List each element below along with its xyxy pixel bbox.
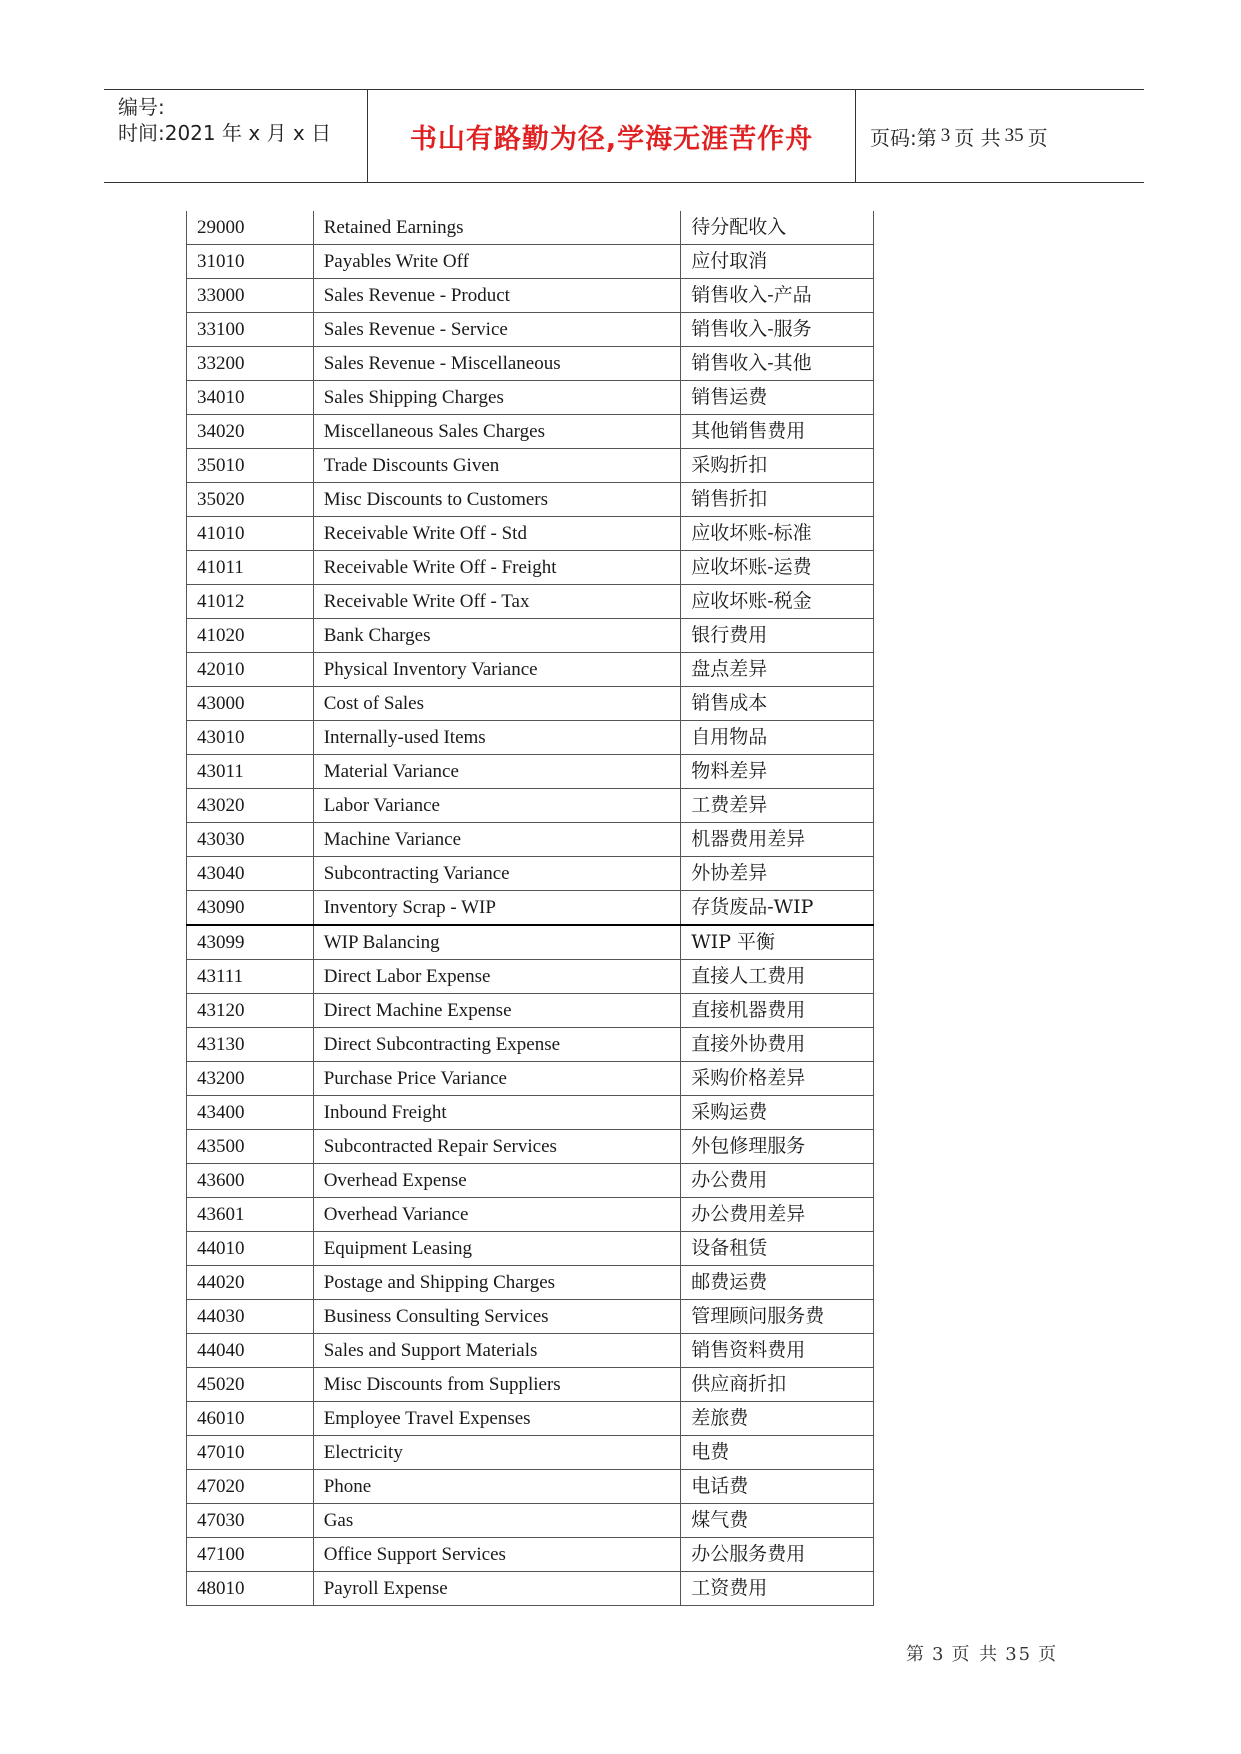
account-chinese-name-cell: 存货废品-WIP: [681, 891, 874, 926]
account-chinese-name-cell: 直接人工费用: [681, 960, 874, 994]
account-chinese-name-cell: 供应商折扣: [681, 1368, 874, 1402]
account-code-cell: 43120: [187, 994, 314, 1028]
account-name-cell: Business Consulting Services: [313, 1300, 680, 1334]
account-code-cell: 41012: [187, 585, 314, 619]
account-chinese-name-cell: 销售收入-其他: [681, 347, 874, 381]
table-row: [187, 789, 874, 823]
account-name-cell: Phone: [313, 1470, 680, 1504]
table-row: [187, 994, 874, 1028]
account-code-cell: 43040: [187, 857, 314, 891]
account-chinese-name-cell: 外协差异: [681, 857, 874, 891]
account-code-cell: 43099: [187, 925, 314, 960]
page-suffix: 页: [1027, 125, 1048, 150]
account-chinese-name-cell: 设备租赁: [681, 1232, 874, 1266]
table-row: [187, 1164, 874, 1198]
account-code-cell: 29000: [187, 211, 314, 245]
document-number-label: 编号:: [118, 95, 165, 119]
account-name-cell: Overhead Variance: [313, 1198, 680, 1232]
account-name-cell: Employee Travel Expenses: [313, 1402, 680, 1436]
account-chinese-name-cell: 采购运费: [681, 1096, 874, 1130]
account-code-cell: 41011: [187, 551, 314, 585]
footer-suffix: 页: [1038, 1644, 1059, 1665]
account-code-cell: 47010: [187, 1436, 314, 1470]
account-name-cell: Sales Shipping Charges: [313, 381, 680, 415]
account-code-cell: 43130: [187, 1028, 314, 1062]
account-name-cell: Cost of Sales: [313, 687, 680, 721]
account-chinese-name-cell: 外包修理服务: [681, 1130, 874, 1164]
account-name-cell: Gas: [313, 1504, 680, 1538]
table-row: [187, 415, 874, 449]
account-code-cell: 33100: [187, 313, 314, 347]
table-row: [187, 925, 874, 960]
account-name-cell: Machine Variance: [313, 823, 680, 857]
account-name-cell: Misc Discounts from Suppliers: [313, 1368, 680, 1402]
account-chinese-name-cell: 销售成本: [681, 687, 874, 721]
page-mid: 页 共: [954, 125, 1001, 150]
table-row: [187, 1470, 874, 1504]
account-chinese-name-cell: 应收坏账-标准: [681, 517, 874, 551]
account-code-cell: 43200: [187, 1062, 314, 1096]
account-chinese-name-cell: 工费差异: [681, 789, 874, 823]
account-name-cell: Internally-used Items: [313, 721, 680, 755]
page-current: 3: [940, 125, 951, 146]
account-code-cell: 43000: [187, 687, 314, 721]
account-chinese-name-cell: 煤气费: [681, 1504, 874, 1538]
accounts-table: [186, 211, 874, 1606]
table-row: [187, 245, 874, 279]
account-name-cell: Inbound Freight: [313, 1096, 680, 1130]
footer-mid: 页 共: [951, 1644, 1000, 1665]
account-chinese-name-cell: 销售收入-产品: [681, 279, 874, 313]
account-chinese-name-cell: 差旅费: [681, 1402, 874, 1436]
account-name-cell: Receivable Write Off - Tax: [313, 585, 680, 619]
account-name-cell: WIP Balancing: [313, 925, 680, 960]
account-chinese-name-cell: 应付取消: [681, 245, 874, 279]
account-name-cell: Subcontracted Repair Services: [313, 1130, 680, 1164]
account-code-cell: 34010: [187, 381, 314, 415]
account-code-cell: 44030: [187, 1300, 314, 1334]
account-chinese-name-cell: 销售折扣: [681, 483, 874, 517]
account-name-cell: Receivable Write Off - Freight: [313, 551, 680, 585]
account-code-cell: 44020: [187, 1266, 314, 1300]
table-row: [187, 449, 874, 483]
account-code-cell: 43601: [187, 1198, 314, 1232]
account-chinese-name-cell: 邮费运费: [681, 1266, 874, 1300]
accounts-table-body: [187, 211, 874, 1606]
table-row: [187, 1198, 874, 1232]
account-name-cell: Direct Labor Expense: [313, 960, 680, 994]
account-code-cell: 47020: [187, 1470, 314, 1504]
account-code-cell: 41010: [187, 517, 314, 551]
account-chinese-name-cell: 直接机器费用: [681, 994, 874, 1028]
account-name-cell: Subcontracting Variance: [313, 857, 680, 891]
page-total: 35: [1004, 125, 1024, 146]
account-code-cell: 41020: [187, 619, 314, 653]
account-chinese-name-cell: 应收坏账-税金: [681, 585, 874, 619]
account-code-cell: 46010: [187, 1402, 314, 1436]
table-row: [187, 279, 874, 313]
header-meta: [104, 90, 368, 182]
account-name-cell: Sales Revenue - Product: [313, 279, 680, 313]
account-code-cell: 43111: [187, 960, 314, 994]
table-row: [187, 1300, 874, 1334]
account-code-cell: 43600: [187, 1164, 314, 1198]
account-name-cell: Direct Subcontracting Expense: [313, 1028, 680, 1062]
table-row: [187, 891, 874, 926]
account-code-cell: 43010: [187, 721, 314, 755]
table-row: [187, 1096, 874, 1130]
account-name-cell: Direct Machine Expense: [313, 994, 680, 1028]
account-code-cell: 33000: [187, 279, 314, 313]
account-name-cell: Inventory Scrap - WIP: [313, 891, 680, 926]
table-row: [187, 1572, 874, 1606]
table-row: [187, 517, 874, 551]
table-row: [187, 1232, 874, 1266]
account-chinese-name-cell: 办公费用差异: [681, 1198, 874, 1232]
account-chinese-name-cell: 盘点差异: [681, 653, 874, 687]
account-code-cell: 42010: [187, 653, 314, 687]
table-row: [187, 960, 874, 994]
account-chinese-name-cell: 银行费用: [681, 619, 874, 653]
table-row: [187, 1028, 874, 1062]
account-name-cell: Sales Revenue - Miscellaneous: [313, 347, 680, 381]
table-row: [187, 551, 874, 585]
table-row: [187, 1130, 874, 1164]
footer-prefix: 第: [906, 1644, 926, 1665]
table-row: [187, 1368, 874, 1402]
account-name-cell: Physical Inventory Variance: [313, 653, 680, 687]
account-code-cell: 44040: [187, 1334, 314, 1368]
account-name-cell: Purchase Price Variance: [313, 1062, 680, 1096]
document-time-label: 时间:2021 年 x 月 x 日: [118, 121, 332, 145]
table-row: [187, 211, 874, 245]
table-row: [187, 585, 874, 619]
account-name-cell: Payroll Expense: [313, 1572, 680, 1606]
account-chinese-name-cell: 工资费用: [681, 1572, 874, 1606]
table-row: [187, 721, 874, 755]
table-row: [187, 381, 874, 415]
account-code-cell: 31010: [187, 245, 314, 279]
account-chinese-name-cell: 办公费用: [681, 1164, 874, 1198]
table-row: [187, 1402, 874, 1436]
account-chinese-name-cell: 直接外协费用: [681, 1028, 874, 1062]
footer-total: 35: [1005, 1644, 1033, 1665]
account-chinese-name-cell: 待分配收入: [681, 211, 874, 245]
table-row: [187, 483, 874, 517]
account-chinese-name-cell: 电费: [681, 1436, 874, 1470]
table-row: [187, 755, 874, 789]
page-prefix: 页码:第: [870, 125, 937, 150]
account-name-cell: Trade Discounts Given: [313, 449, 680, 483]
account-name-cell: Postage and Shipping Charges: [313, 1266, 680, 1300]
table-row: [187, 1504, 874, 1538]
account-code-cell: 43400: [187, 1096, 314, 1130]
account-code-cell: 43020: [187, 789, 314, 823]
account-chinese-name-cell: 其他销售费用: [681, 415, 874, 449]
account-code-cell: 44010: [187, 1232, 314, 1266]
header-motto: 书山有路勤为径,学海无涯苦作舟: [368, 90, 856, 182]
footer-current: 3: [932, 1644, 946, 1665]
account-code-cell: 48010: [187, 1572, 314, 1606]
page-footer: [906, 1640, 1058, 1666]
account-name-cell: Sales Revenue - Service: [313, 313, 680, 347]
account-code-cell: 43030: [187, 823, 314, 857]
account-code-cell: 47100: [187, 1538, 314, 1572]
account-name-cell: Labor Variance: [313, 789, 680, 823]
account-code-cell: 43090: [187, 891, 314, 926]
account-chinese-name-cell: 物料差异: [681, 755, 874, 789]
account-name-cell: Sales and Support Materials: [313, 1334, 680, 1368]
account-code-cell: 35020: [187, 483, 314, 517]
account-name-cell: Office Support Services: [313, 1538, 680, 1572]
table-row: [187, 823, 874, 857]
account-code-cell: 45020: [187, 1368, 314, 1402]
table-row: [187, 857, 874, 891]
table-row: [187, 1538, 874, 1572]
account-name-cell: Payables Write Off: [313, 245, 680, 279]
account-code-cell: 47030: [187, 1504, 314, 1538]
table-row: [187, 313, 874, 347]
account-chinese-name-cell: 销售资料费用: [681, 1334, 874, 1368]
account-code-cell: 35010: [187, 449, 314, 483]
account-code-cell: 34020: [187, 415, 314, 449]
table-row: [187, 347, 874, 381]
account-name-cell: Overhead Expense: [313, 1164, 680, 1198]
header-page-info: [856, 90, 1144, 182]
account-name-cell: Material Variance: [313, 755, 680, 789]
account-chinese-name-cell: 管理顾问服务费: [681, 1300, 874, 1334]
account-chinese-name-cell: 应收坏账-运费: [681, 551, 874, 585]
table-row: [187, 1334, 874, 1368]
table-row: [187, 1266, 874, 1300]
account-name-cell: Misc Discounts to Customers: [313, 483, 680, 517]
account-name-cell: Miscellaneous Sales Charges: [313, 415, 680, 449]
page-header: [104, 89, 1144, 183]
table-row: [187, 1436, 874, 1470]
account-chinese-name-cell: 销售运费: [681, 381, 874, 415]
account-name-cell: Retained Earnings: [313, 211, 680, 245]
account-chinese-name-cell: 采购价格差异: [681, 1062, 874, 1096]
table-row: [187, 1062, 874, 1096]
account-name-cell: Equipment Leasing: [313, 1232, 680, 1266]
account-chinese-name-cell: 自用物品: [681, 721, 874, 755]
account-name-cell: Electricity: [313, 1436, 680, 1470]
account-chinese-name-cell: 销售收入-服务: [681, 313, 874, 347]
table-row: [187, 687, 874, 721]
account-chinese-name-cell: WIP 平衡: [681, 925, 874, 960]
table-row: [187, 653, 874, 687]
account-chinese-name-cell: 电话费: [681, 1470, 874, 1504]
account-code-cell: 43500: [187, 1130, 314, 1164]
account-name-cell: Receivable Write Off - Std: [313, 517, 680, 551]
account-code-cell: 33200: [187, 347, 314, 381]
account-code-cell: 43011: [187, 755, 314, 789]
account-chinese-name-cell: 采购折扣: [681, 449, 874, 483]
account-chinese-name-cell: 机器费用差异: [681, 823, 874, 857]
account-chinese-name-cell: 办公服务费用: [681, 1538, 874, 1572]
account-name-cell: Bank Charges: [313, 619, 680, 653]
table-row: [187, 619, 874, 653]
